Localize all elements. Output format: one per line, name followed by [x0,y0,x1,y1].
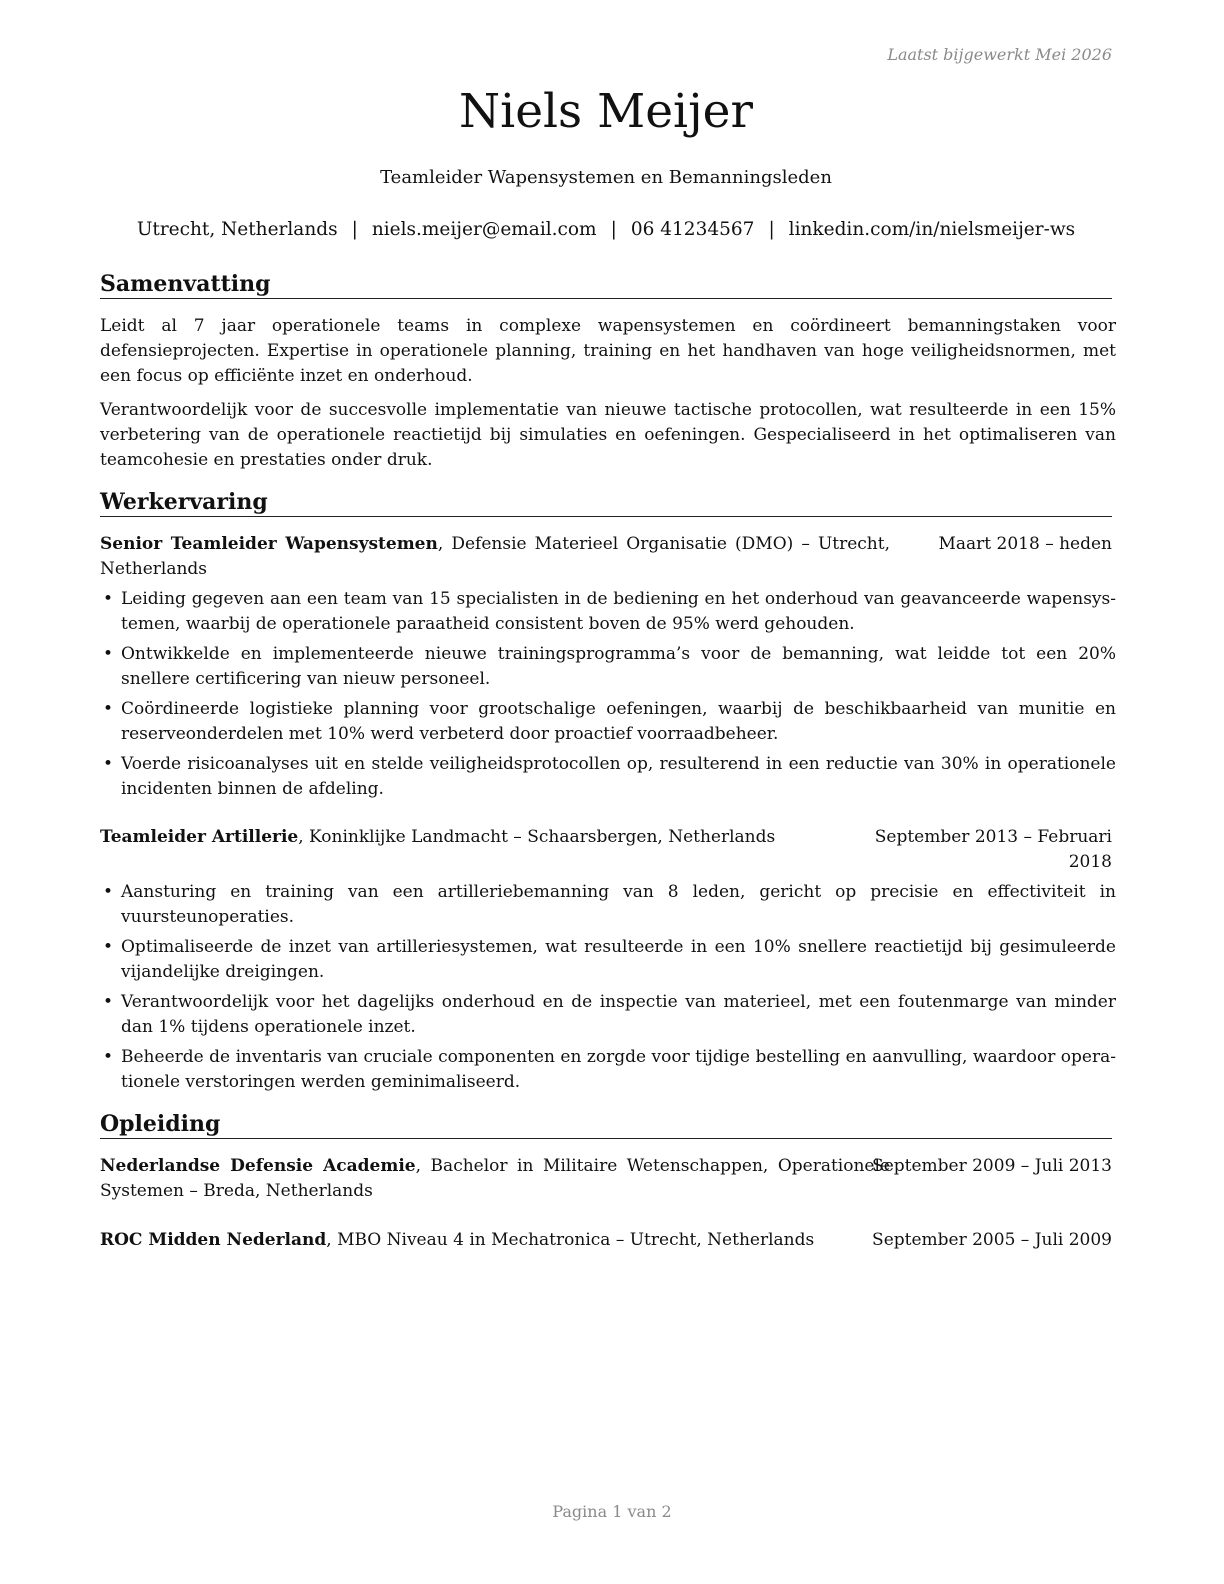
list-item: • Coördineerde logistieke planning voor grootschalige oefeningen, waarbij de beschikbaarheid van munitie en reserveonderdelen met 10% werd verbeterd door proactief voorraadbeheer. [103,699,1116,744]
job-role: Teamleider Artillerie [100,827,299,847]
job-bullets [100,880,1116,1100]
list-item: • Beheerde de inventaris van cruciale componenten en zorgde voor tijdige bestelling en aanvulling, waardoor operationele verstoringen werden geminimaliseerd. [103,1047,1116,1092]
contact-location: Utrecht, Netherlands [136,219,338,240]
contact-separator: | [610,219,617,240]
summary-paragraph: Verantwoordelijk voor de succesvolle implementatie van nieuwe tactische protocollen, wat resulteerde in een 15% verbetering van de operationele reactietijd bij simulaties en oefeningen. Gespecialiseerd in het optimaliseren van teamcohesie en prestaties onder druk. [100,400,1116,470]
contact-line [100,219,1112,240]
last-updated: Laatst bijgewerkt Mei 2026 [887,45,1112,64]
job-dates: Maart 2018 – heden [938,534,1112,554]
job-bullets [100,587,1116,807]
job-title: Teamleider Wapensystemen en Bemanningsleden [380,167,832,188]
contact-phone[interactable]: 06 41234567 [630,219,755,240]
list-item: • Ontwikkelde en implementeerde nieuwe trainingsprogramma’s voor de bemanning, wat leidde tot een 20% snellere certificering van nieuw personeel. [103,644,1116,689]
education-entry [100,1154,1112,1204]
job-role: Senior Teamleider Wapensystemen [100,534,438,554]
job-header [100,825,1112,872]
candidate-name: Niels Meijer [459,84,753,139]
job-header [100,532,1112,582]
education-school-detail [100,1154,890,1204]
education-dates: September 2005 – Juli 2009 [872,1230,1112,1250]
list-item: • Verantwoordelijk voor het dagelijks onderhoud en de inspectie van materieel, met een foutenmarge van minder dan 1% tijdens operationele inzet. [103,992,1116,1037]
job-role-org [100,825,890,850]
education-dates: September 2009 – Juli 2013 [872,1156,1112,1176]
job-dates: September 2013 – Februari 2018 [874,827,1112,872]
education-detail: , MBO Niveau 4 in Mechatronica – Utrecht, Netherlands [326,1230,815,1250]
section-title-education: Opleiding [100,1110,1112,1139]
list-item: • Voerde risicoanalyses uit en stelde veiligheidsprotocollen op, resulterend in een reductie van 30% in operationele incidenten binnen de afdeling. [103,754,1116,799]
bullet-icon: • [103,699,114,719]
list-item: • Optimaliseerde de inzet van artilleriesystemen, wat resulteerde in een 10% snellere reactietijd bij gesimuleerde vijandelijke dreigingen. [103,937,1116,982]
bullet-icon: • [103,937,114,957]
education-school-detail [100,1228,890,1253]
section-title-experience: Werkervaring [100,488,1112,517]
contact-separator: | [351,219,358,240]
education-entry [100,1228,1112,1253]
education-school: ROC Midden Nederland [100,1230,327,1250]
bullet-icon: • [103,644,114,664]
job-org: , Koninklijke Landmacht – Schaarsbergen, Netherlands [298,827,776,847]
bullet-icon: • [103,589,114,609]
job-role-org [100,532,890,582]
page-number: Pagina 1 van 2 [552,1502,672,1521]
contact-email[interactable]: niels.meijer@email.com [371,219,597,240]
education-detail: , Bachelor in Militaire Wetenschappen, Operationele Systemen – Breda, Netherlands [100,1156,890,1201]
list-item: • Leiding gegeven aan een team van 15 specialisten in de bediening en het onderhoud van geavanceerde wapensystemen, waarbij de operationele paraatheid consistent boven de 95% werd gehouden. [103,589,1116,634]
bullet-icon: • [103,1047,114,1067]
summary-paragraph: Leidt al 7 jaar operationele teams in complexe wapensystemen en coördineert bemanningstaken voor defensieprojecten. Expertise in operationele planning, training en het handhaven van hoge veiligheidsnormen, met een focus op efficiënte inzet en onderhoud. [100,316,1116,386]
section-title-summary: Samenvatting [100,270,1112,299]
bullet-icon: • [103,992,114,1012]
job-org: , Defensie Materieel Organisatie (DMO) – Utrecht, Netherlands [100,534,890,579]
bullet-icon: • [103,754,114,774]
contact-separator: | [768,219,775,240]
contact-linkedin[interactable]: linkedin.com/in/nielsmeijer-ws [788,219,1076,240]
education-school: Nederlandse Defensie Academie [100,1156,416,1176]
list-item: • Aansturing en training van een artilleriebemanning van 8 leden, gericht op precisie en effectiviteit in vuursteunoperaties. [103,882,1116,927]
bullet-icon: • [103,882,114,902]
